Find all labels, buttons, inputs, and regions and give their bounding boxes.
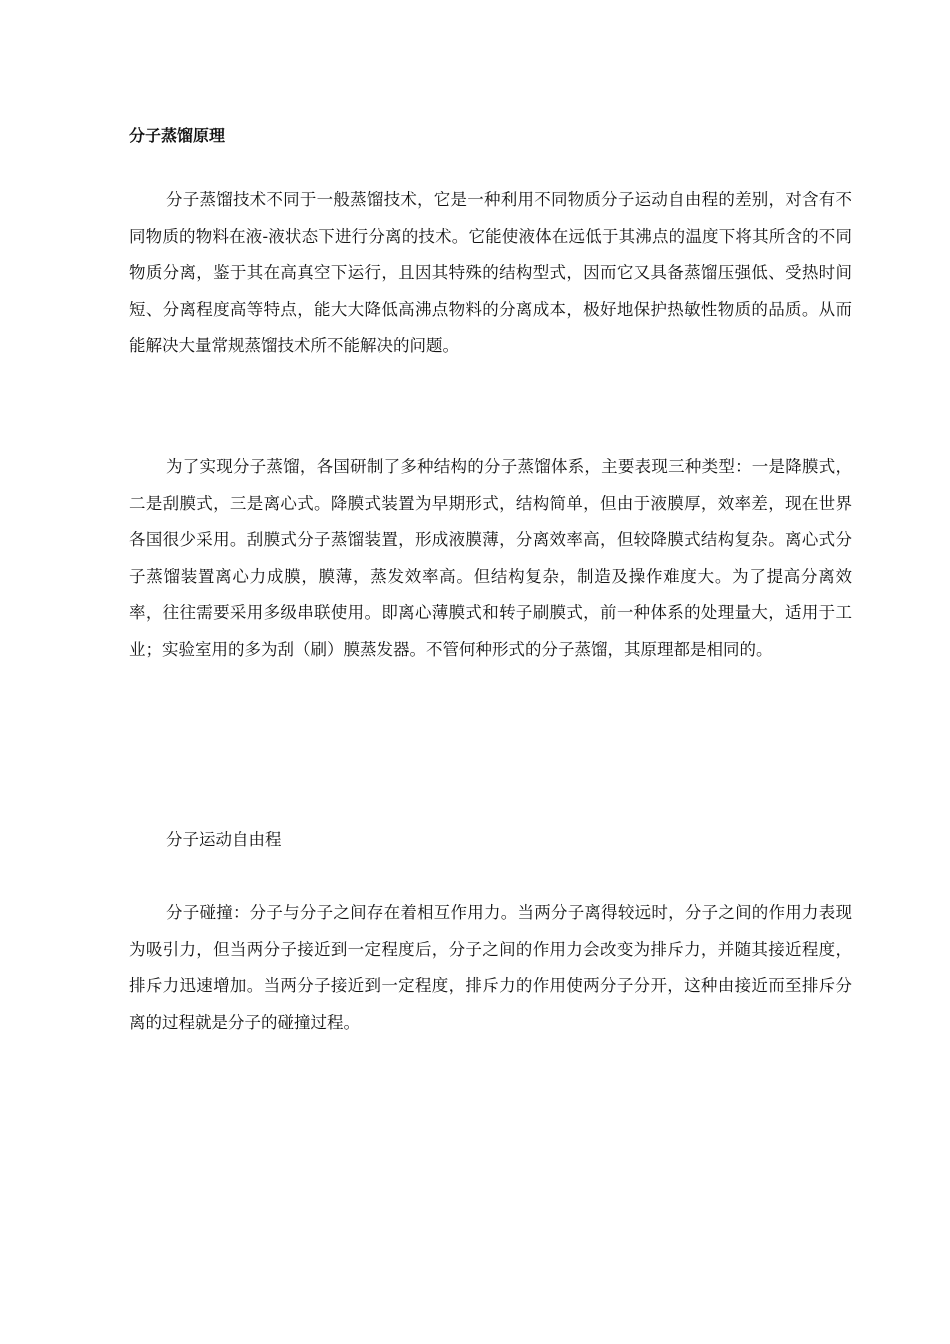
section-subheading: 分子运动自由程 [166,830,282,849]
paragraph-collision: 分子碰撞：分子与分子之间存在着相互作用力。当两分子离得较远时，分子之间的作用力表现为吸引力，但当两分子接近到一定程度后，分子之间的作用力会改变为排斥力，并随其接近程度，排斥力迅速增加。当两分子接近到一定程度，排斥力的作用使两分子分开，这种由接近而至排斥分离的过程就是分子的碰撞过程。 [129,903,852,1032]
paragraph-intro: 分子蒸馏技术不同于一般蒸馏技术，它是一种利用不同物质分子运动自由程的差别，对含有不同物质的物料在液-液状态下进行分离的技术。它能使液体在远低于其沸点的温度下将其所含的不同物质分离，鉴于其在高真空下运行，且因其特殊的结构型式，因而它又具备蒸馏压强低、受热时间短、分离程度高等特点，能大大降低高沸点物料的分离成本，极好地保护热敏性物质的品质。从而能解决大量常规蒸馏技术所不能解决的问题。 [129,190,852,355]
document-title: 分子蒸馏原理 [129,126,226,145]
paragraph-types: 为了实现分子蒸馏，各国研制了多种结构的分子蒸馏体系，主要表现三种类型：一是降膜式，二是刮膜式，三是离心式。降膜式装置为早期形式，结构简单，但由于液膜厚，效率差，现在世界各国很少采用。刮膜式分子蒸馏装置，形成液膜薄，分离效率高，但较降膜式结构复杂。离心式分子蒸馏装置离心力成膜，膜薄，蒸发效率高。但结构复杂，制造及操作难度大。为了提高分离效率，往往需要采用多级串联使用。即离心薄膜式和转子刷膜式，前一种体系的处理量大，适用于工业；实验室用的多为刮（刷）膜蒸发器。不管何种形式的分子蒸馏，其原理都是相同的。 [129,457,852,659]
